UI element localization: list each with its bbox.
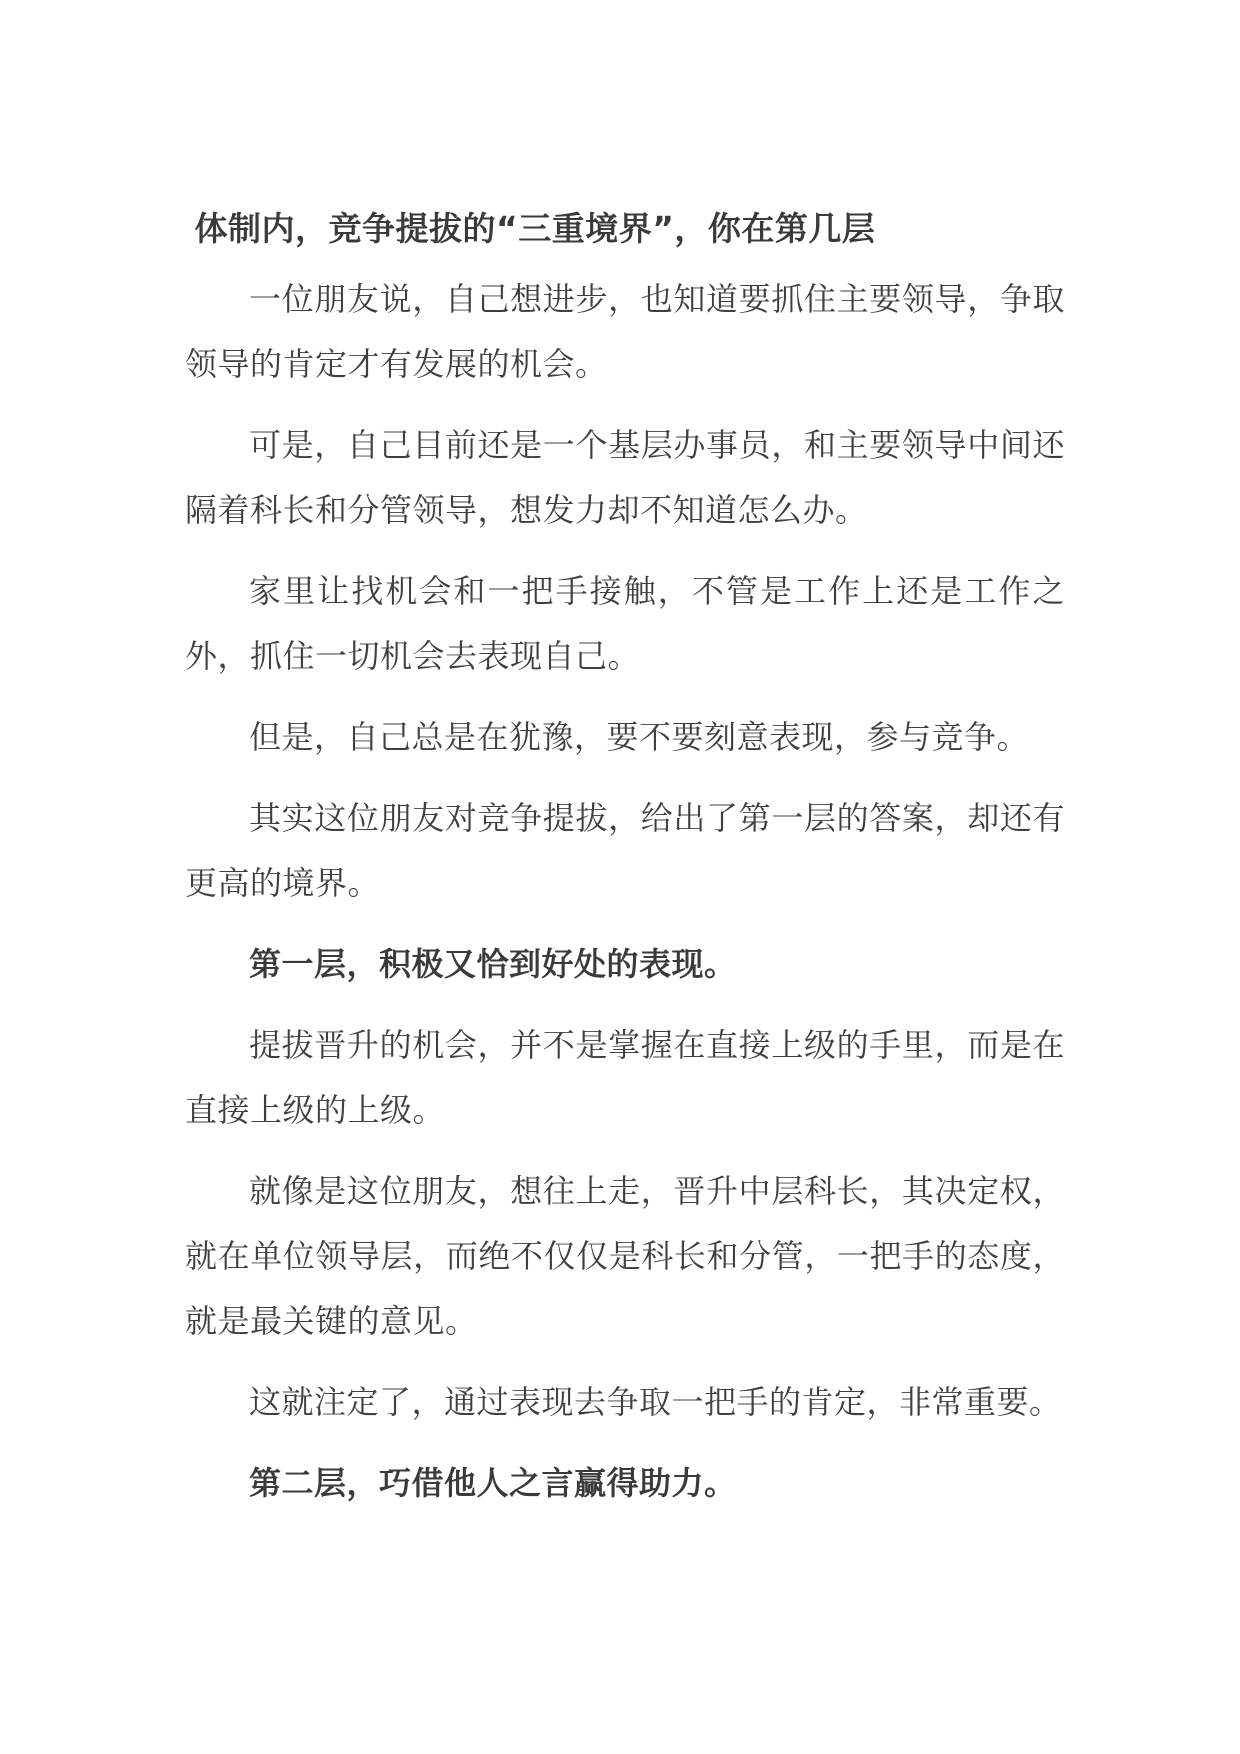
paragraph: 其实这位朋友对竞争提拔，给出了第一层的答案，却还有更高的境界。 — [185, 799, 1065, 902]
paragraph: 提拔晋升的机会，并不是掌握在直接上级的手里，而是在直接上级的上级。 — [185, 1026, 1065, 1129]
paragraph: 这就注定了，通过表现去争取一把手的肯定，非常重要。 — [249, 1383, 1062, 1421]
paragraph: 家里让找机会和一把手接触，不管是工作上还是工作之外，抓住一切机会去表现自己。 — [185, 572, 1065, 675]
paragraph: 但是，自己总是在犹豫，要不要刻意表现，参与竞争。 — [249, 718, 1030, 756]
paragraph: 一位朋友说，自己想进步，也知道要抓住主要领导，争取领导的肯定才有发展的机会。 — [185, 280, 1065, 383]
paragraph: 就像是这位朋友，想往上走，晋升中层科长，其决定权，就在单位领导层，而绝不仅仅是科长和分管，一把手的态度，就是最关键的意见。 — [185, 1172, 1065, 1340]
paragraph: 可是，自己目前还是一个基层办事员，和主要领导中间还隔着科长和分管领导，想发力却不知道怎么办。 — [185, 426, 1065, 529]
document-title: 体制内，竞争提拔的“三重境界”，你在第几层 — [194, 209, 876, 248]
section-heading: 第二层，巧借他人之言赢得助力。 — [249, 1464, 737, 1502]
section-heading: 第一层，积极又恰到好处的表现。 — [249, 945, 737, 983]
document-body — [185, 205, 1065, 1532]
